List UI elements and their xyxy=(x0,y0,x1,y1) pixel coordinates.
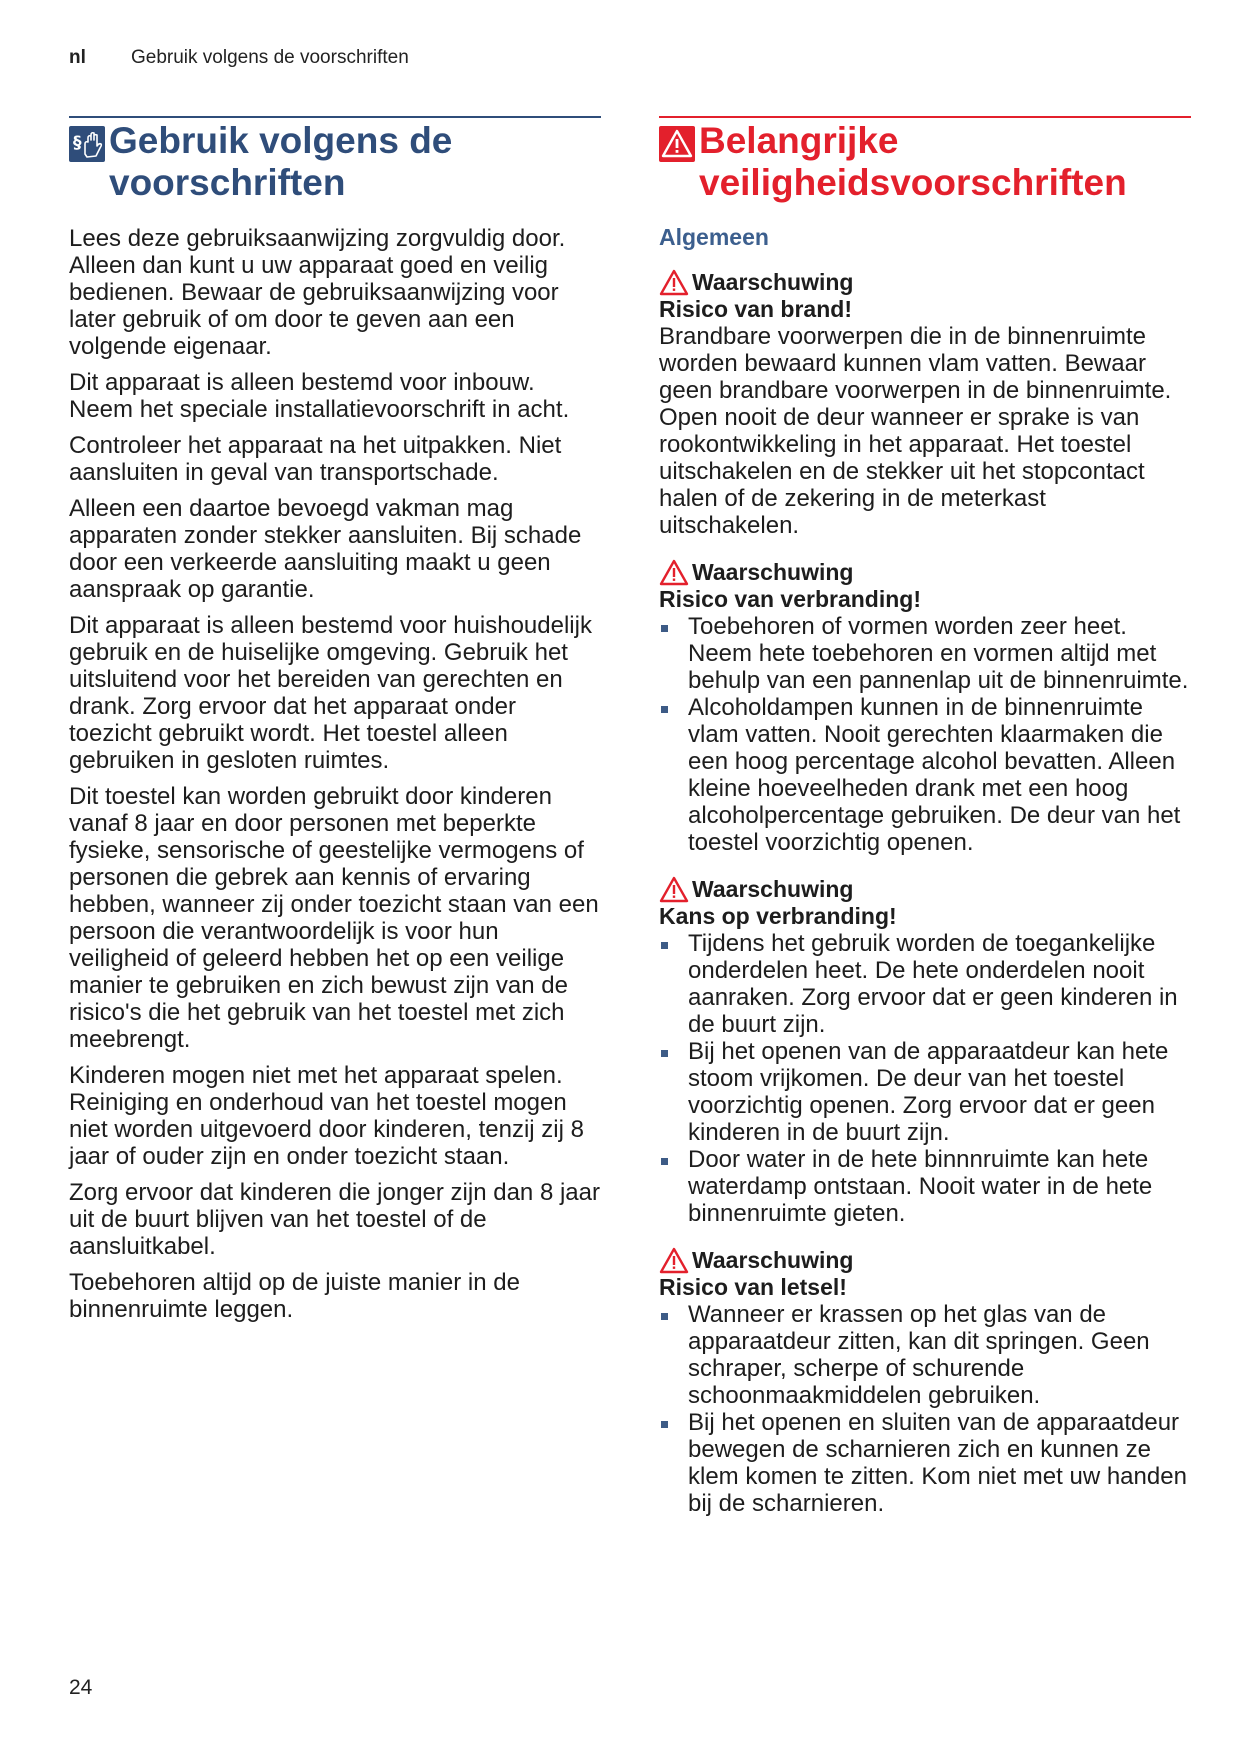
list-item-text: Bij het openen van de apparaatdeur kan hete stoom vrijkomen. De deur van het toestel voorzichtig openen. Zorg ervoor dat er geen kinderen in de buurt zijn. xyxy=(688,1038,1169,1146)
warning-fire xyxy=(659,269,1191,539)
regulation-hand-icon xyxy=(69,126,105,162)
warning-triangle-icon xyxy=(659,126,695,162)
list-item-text: Tijdens het gebruik worden de toegankelijke onderdelen heet. De hete onderdelen nooit aanraken. Zorg ervoor dat er geen kinderen in de buurt zijn. xyxy=(688,930,1178,1038)
safety-title-line-2: veiligheidsvoorschriften xyxy=(699,162,1127,203)
list-item xyxy=(659,1301,1191,1409)
warning-risk: Risico van letsel! xyxy=(659,1274,847,1300)
warning-label: Waarschuwing xyxy=(692,1247,854,1273)
paragraph: Kinderen mogen niet met het apparaat spelen. Reiniging en onderhoud van het toestel mogen niet worden uitgevoerd door kinderen, tenzij zij 8 jaar of ouder zijn en onder toezicht staan. xyxy=(69,1062,584,1170)
page-title-line-2: voorschriften xyxy=(109,162,346,203)
svg-text:§: § xyxy=(73,133,82,153)
section-title xyxy=(69,120,601,204)
title-rule xyxy=(659,116,1191,118)
warning-header xyxy=(659,876,1191,903)
paragraph: Zorg ervoor dat kinderen die jonger zijn dan 8 jaar uit de buurt blijven van het toestel of de aansluitkabel. xyxy=(69,1179,600,1260)
safety-title xyxy=(699,120,1127,204)
paragraph: Alleen een daartoe bevoegd vakman mag apparaten zonder stekker aansluiten. Bij schade door een verkeerde aansluiting maakt u geen aanspraak op garantie. xyxy=(69,495,582,603)
list-item xyxy=(659,1038,1191,1146)
title-rule xyxy=(69,116,601,118)
page-title xyxy=(109,120,452,204)
warning-risk: Risico van brand! xyxy=(659,296,852,322)
list-item-text: Toebehoren of vormen worden zeer heet. Neem hete toebehoren en vormen altijd met behulp van een pannenlap uit de binnenruimte. xyxy=(688,613,1189,694)
warning-label: Waarschuwing xyxy=(692,876,854,902)
page-number: 24 xyxy=(69,1676,93,1699)
list-item xyxy=(659,930,1191,1038)
warning-burn-chance xyxy=(659,876,1191,1227)
page-title-line-1: Gebruik volgens de xyxy=(109,120,453,161)
warning-header xyxy=(659,1247,1191,1274)
bullet-square-icon xyxy=(661,1158,668,1165)
warning-bullet-list xyxy=(659,930,1191,1227)
warning-icon xyxy=(659,876,689,903)
list-item-text: Bij het openen en sluiten van de apparaatdeur bewegen de scharnieren zich en kunnen ze klem komen te zitten. Kom niet met uw handen bij de scharnieren. xyxy=(688,1409,1187,1517)
bullet-square-icon xyxy=(661,706,668,713)
page-header xyxy=(69,47,409,69)
warning-header xyxy=(659,269,1191,296)
paragraph: Dit apparaat is alleen bestemd voor inbouw. Neem het speciale installatievoorschrift in acht. xyxy=(69,369,570,423)
warning-icon xyxy=(659,269,689,296)
warning-text: Brandbare voorwerpen die in de binnenruimte worden bewaard kunnen vlam vatten. Bewaar geen brandbare voorwerpen in de binnenruimte. Open nooit de deur wanneer er sprake is van rookontwikkeling in het apparaat. Het toestel uitschakelen en de stekker uit het stopcontact halen of de zekering in de meterkast uitschakelen. xyxy=(659,323,1172,539)
subheading-general: Algemeen xyxy=(659,224,769,250)
warning-injury xyxy=(659,1247,1191,1517)
list-item xyxy=(659,1409,1191,1517)
warning-icon xyxy=(659,559,689,586)
left-column xyxy=(69,116,601,1332)
warning-header xyxy=(659,559,1191,586)
safety-title-line-1: Belangrijke xyxy=(699,120,899,161)
warning-risk: Risico van verbranding! xyxy=(659,586,922,612)
language-code: nl xyxy=(69,47,86,68)
paragraph: Toebehoren altijd op de juiste manier in de binnenruimte leggen. xyxy=(69,1269,520,1323)
warning-bullet-list xyxy=(659,613,1191,856)
warning-label: Waarschuwing xyxy=(692,269,854,295)
usage-instructions xyxy=(69,225,601,1323)
bullet-square-icon xyxy=(661,1313,668,1320)
bullet-square-icon xyxy=(661,1421,668,1428)
warning-risk: Kans op verbranding! xyxy=(659,903,897,929)
list-item xyxy=(659,1146,1191,1227)
warning-burn-risk xyxy=(659,559,1191,856)
warning-label: Waarschuwing xyxy=(692,559,854,585)
header-section-title: Gebruik volgens de voorschriften xyxy=(131,47,409,68)
bullet-square-icon xyxy=(661,625,668,632)
bullet-square-icon xyxy=(661,942,668,949)
right-column xyxy=(659,116,1191,1537)
warning-bullet-list xyxy=(659,1301,1191,1517)
list-item-text: Wanneer er krassen op het glas van de apparaatdeur zitten, kan dit springen. Geen schraper, scherpe of schurende schoonmaakmiddelen gebruiken. xyxy=(688,1301,1150,1409)
list-item-text: Alcoholdampen kunnen in de binnenruimte vlam vatten. Nooit gerechten klaarmaken die een hoog percentage alcohol bevatten. Alleen kleine hoeveelheden drank met een hoog alcoholpercentage gebruiken. De deur van het toestel voorzichtig openen. xyxy=(688,694,1181,856)
bullet-square-icon xyxy=(661,1050,668,1057)
section-title xyxy=(659,120,1191,204)
list-item xyxy=(659,613,1191,694)
list-item-text: Door water in de hete binnnruimte kan hete waterdamp ontstaan. Nooit water in de hete binnenruimte gieten. xyxy=(688,1146,1153,1227)
paragraph: Lees deze gebruiksaanwijzing zorgvuldig door. Alleen dan kunt u uw apparaat goed en veilig bedienen. Bewaar de gebruiksaanwijzing voor later gebruik of om door te geven aan een volgende eigenaar. xyxy=(69,225,566,360)
list-item xyxy=(659,694,1191,856)
paragraph: Dit apparaat is alleen bestemd voor huishoudelijk gebruik en de huiselijke omgeving. Gebruik het uitsluitend voor het bereiden van gerechten en drank. Zorg ervoor dat het apparaat onder toezicht gebruikt wordt. Het toestel alleen gebruiken in gesloten ruimtes. xyxy=(69,612,592,774)
paragraph: Dit toestel kan worden gebruikt door kinderen vanaf 8 jaar en door personen met beperkte fysieke, sensorische of geestelijke vermogens of personen die gebrek aan kennis of ervaring hebben, wanneer zij onder toezicht staan van een persoon die verantwoordelijk is voor hun veiligheid of geleerd hebben het op een veilige manier te gebruiken en zich bewust zijn van de risico's die het gebruik van het toestel met zich meebrengt. xyxy=(69,783,599,1053)
paragraph: Controleer het apparaat na het uitpakken. Niet aansluiten in geval van transportschade. xyxy=(69,432,562,486)
warning-icon xyxy=(659,1247,689,1274)
